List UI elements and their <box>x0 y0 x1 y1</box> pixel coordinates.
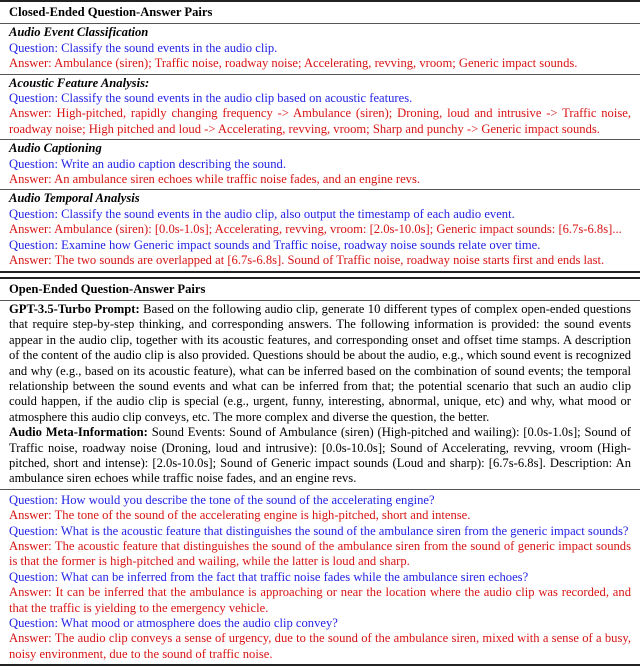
meta-label: Audio Meta-Information: <box>9 425 148 440</box>
answer: Answer: It can be inferred that the ambulance is approaching or near the location where the audio clip was recorded, and that the traffic is yielding to the emergency vehicle. <box>9 585 631 615</box>
question: Question: What can be inferred from the fact that traffic noise fades while the ambulance siren echoes? <box>9 569 529 584</box>
section-acoustic-feature-analysis <box>0 75 640 140</box>
answer: Answer: The tone of the sound of the accelerating engine is high-pitched, short and intense. <box>9 508 471 523</box>
prompt-text: Based on the following audio clip, generate 10 different types of complex open-ended questions that require step-by-step thinking, and corresponding answers. The following information is provided: the sound events appear in the audio clip, together with its acoustic features, and corresponding onset and offset time stamps. A description of the content of the audio clip is also provided. Questions should be about the audio, e.g., which sound event is recognized and why (e.g., based on its acoustic feature), what can be inferred based on the combination of sound events; the temporal relationship between the sound events and what can be inferred from that; the potential scenario that such an audio clip could happen, if the audio clip is special (e.g., urgent, funny, interesting, abnormal, unique, etc) and why, what mood or atmosphere this audio clip conveys, etc. The more complex and diverse the question, the better. <box>9 301 632 424</box>
open-ended-header: Open-Ended Question-Answer Pairs <box>9 281 206 296</box>
question: Question: Classify the sound events in the audio clip based on acoustic features. <box>9 91 413 106</box>
answer: Answer: An ambulance siren echoes while traffic noise fades, and an engine revs. <box>9 172 421 187</box>
answer: Answer: Ambulance (siren): [0.0s-1.0s]; Accelerating, revving, vroom: [2.0s-10.0s]; Generic impact sounds: [6.7s-6.8s]... <box>9 222 622 237</box>
answer: Answer: The two sounds are overlapped at [6.7s-6.8s]. Sound of Traffic noise, roadway noise starts first and ends last. <box>9 253 605 268</box>
section-audio-captioning <box>0 140 640 189</box>
answer: Answer: High-pitched, rapidly changing frequency -> Ambulance (siren); Droning, loud and intrusive -> Traffic noise, roadway noise; High pitched and loud -> Accelerating, revving, vroom; Sharp and punchy -> Generic impact sounds. <box>9 106 631 136</box>
prompt-block <box>0 301 640 489</box>
question: Question: What mood or atmosphere does the audio clip convey? <box>9 616 338 631</box>
answer: Answer: The audio clip conveys a sense of urgency, due to the sound of the ambulance siren, mixed with a sense of a busy, noisy environment, due to the sound of traffic noise. <box>9 631 631 661</box>
question: Question: How would you describe the tone of the sound of the accelerating engine? <box>9 492 435 507</box>
answer: Answer: The acoustic feature that distinguishes the sound of the ambulance siren from the sound of generic impact sounds is that the former is high-pitched and wailing, while the latter is loud and sharp. <box>9 539 631 569</box>
section-title: Audio Temporal Analysis <box>9 191 140 206</box>
section-audio-temporal-analysis <box>0 190 640 270</box>
gpt-prompt <box>9 302 631 425</box>
section-title: Audio Captioning <box>9 141 102 156</box>
meta-text: Sound Events: Sound of Ambulance (siren) (High-pitched and wailing): [0.0s-1.0s]; Sound of Traffic noise, roadway noise (Droning, loud and intrusive): [0.0s-10.0s]; Sound of Accelerating, revving, vroom (High-pitched, short and intense): [2.0s-10.0s]; Sound of Generic impact sounds (Loud and sharp): [6.7s-6.8s]. Description: An ambulance siren echoes while traffic noise fades, and an engine revs. <box>9 425 631 486</box>
prompt-label: GPT-3.5-Turbo Prompt: <box>9 301 140 316</box>
open-qa-block <box>0 490 640 664</box>
question: Question: Classify the sound events in the audio clip, also output the timestamp of each audio event. <box>9 206 515 221</box>
section-audio-event-classification <box>0 24 640 73</box>
answer: Answer: Ambulance (siren); Traffic noise, roadway noise; Accelerating, revving, vroom; Generic impact sounds. <box>9 56 578 71</box>
audio-meta-information <box>9 425 631 487</box>
question: Question: Examine how Generic impact sounds and Traffic noise, roadway noise sounds relate over time. <box>9 237 541 252</box>
question: Question: Classify the sound events in the audio clip. <box>9 40 278 55</box>
question: Question: Write an audio caption describing the sound. <box>9 156 286 171</box>
closed-ended-header: Closed-Ended Question-Answer Pairs <box>9 5 213 19</box>
section-title: Audio Event Classification <box>9 25 149 40</box>
question: Question: What is the acoustic feature that distinguishes the sound of the ambulance siren from the generic impact sounds? <box>9 523 629 538</box>
section-title: Acoustic Feature Analysis: <box>9 75 150 90</box>
